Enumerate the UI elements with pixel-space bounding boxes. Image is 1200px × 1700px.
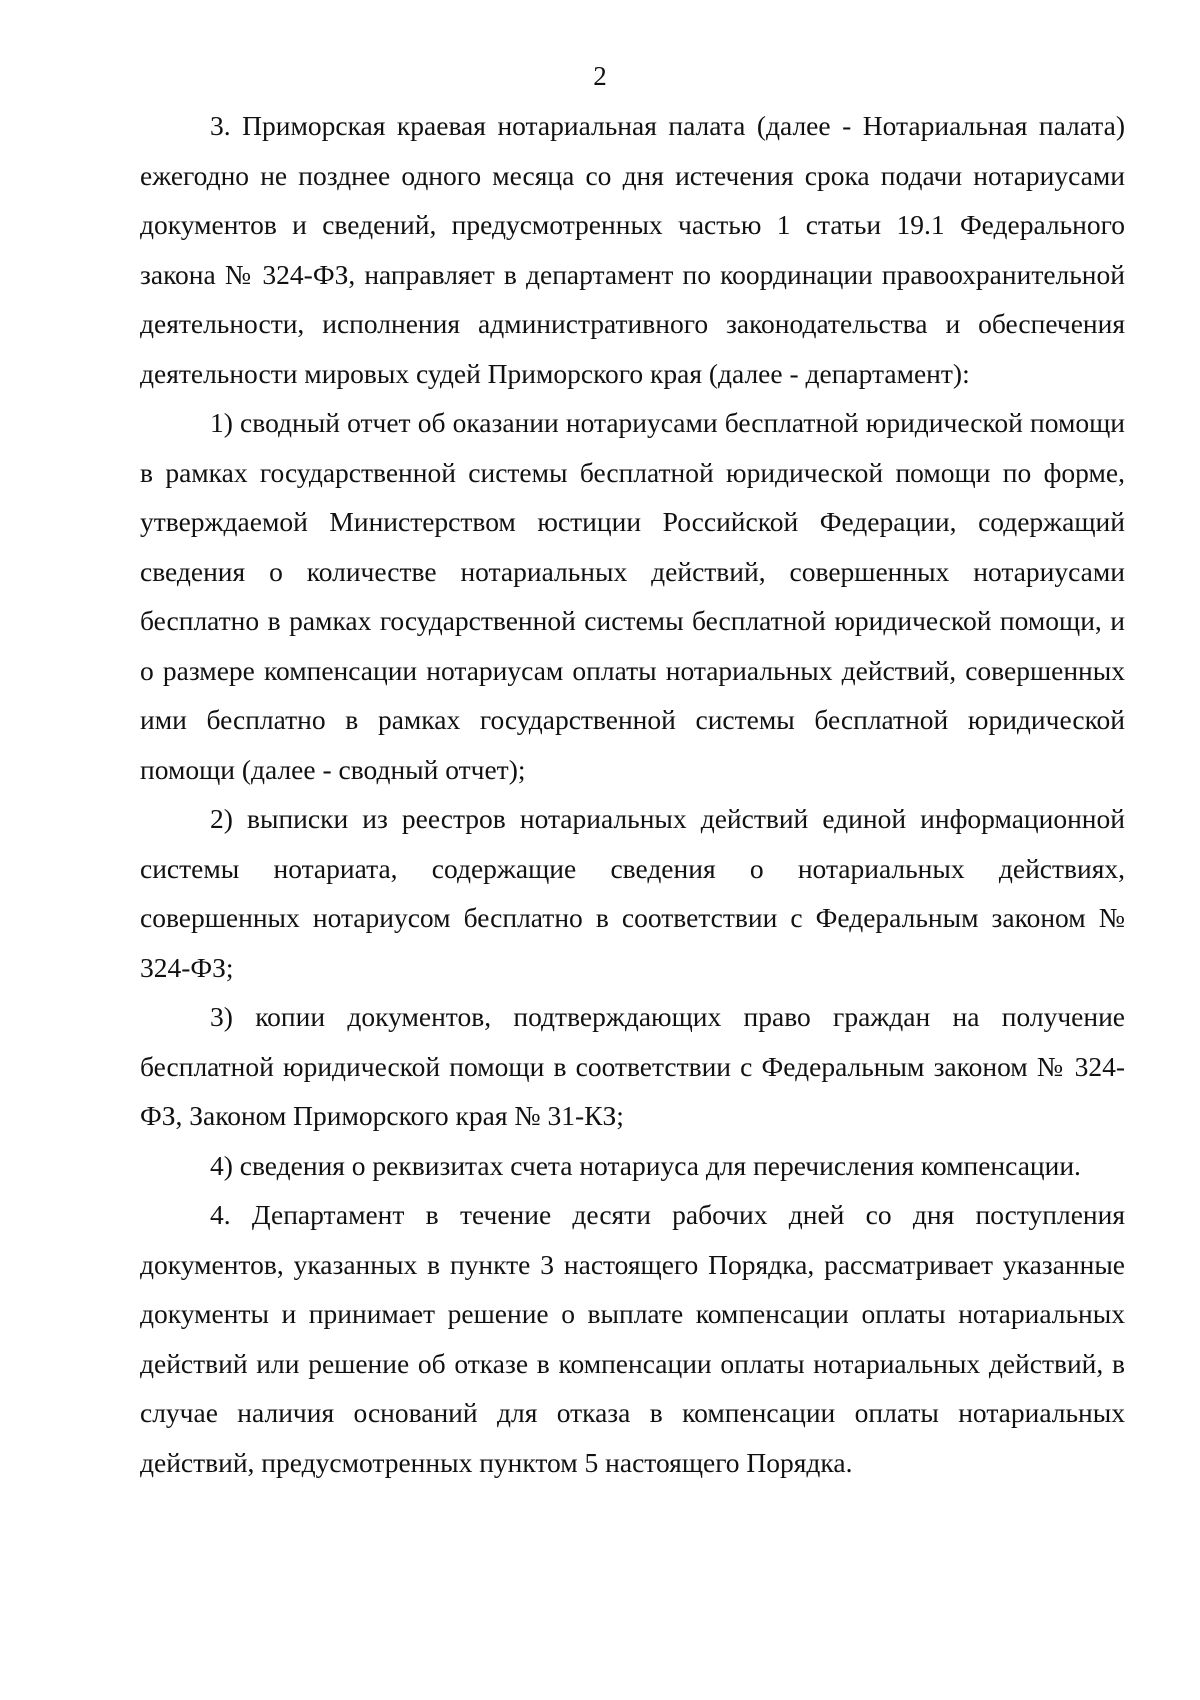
paragraph-item-4: 4. Департамент в течение десяти рабочих дней со дня поступления документов, указанных в пункте 3 настоящего Порядка, рассматривает указанные документы и принимает решение о выплате компенсации оплаты нотариальных действий или решение об отказе в компенсации оплаты нотариальных действий, в случае наличия оснований для отказа в компенсации оплаты нотариальных действий, предусмотренных пунктом 5 настоящего Порядка. <box>140 1199 1125 1478</box>
paragraph-subitem-3: 3) копии документов, подтверждающих право граждан на получение бесплатной юридической помощи в соответствии с Федеральным законом № 324-ФЗ, Законом Приморского края № 31-КЗ; <box>140 1001 1125 1131</box>
paragraph-subitem-2: 2) выписки из реестров нотариальных действий единой информационной системы нотариата, содержащие сведения о нотариальных действиях, совершенных нотариусом бесплатно в соответствии с Федеральным законом № 324-ФЗ; <box>140 803 1125 983</box>
paragraph-subitem-4: 4) сведения о реквизитах счета нотариуса для перечисления компенсации. <box>210 1149 1081 1181</box>
document-body <box>140 101 1125 1487</box>
paragraph-subitem-1: 1) сводный отчет об оказании нотариусами бесплатной юридической помощи в рамках государственной системы бесплатной юридической помощи по форме, утверждаемой Министерством юстиции Российской Федерации, содержащий сведения о количестве нотариальных действий, совершенных нотариусами бесплатно в рамках государственной системы бесплатной юридической помощи, и о размере компенсации нотариусам оплаты нотариальных действий, совершенных ими бесплатно в рамках государственной системы бесплатной юридической помощи (далее - сводный отчет); <box>140 407 1125 785</box>
page-number: 2 <box>593 61 607 91</box>
paragraph-item-3: 3. Приморская краевая нотариальная палата (далее - Нотариальная палата) ежегодно не позднее одного месяца со дня истечения срока подачи нотариусами документов и сведений, предусмотренных частью 1 статьи 19.1 Федерального закона № 324-ФЗ, направляет в департамент по координации правоохранительной деятельности, исполнения административного законодательства и обеспечения деятельности мировых судей Приморского края (далее - департамент): <box>140 110 1125 389</box>
